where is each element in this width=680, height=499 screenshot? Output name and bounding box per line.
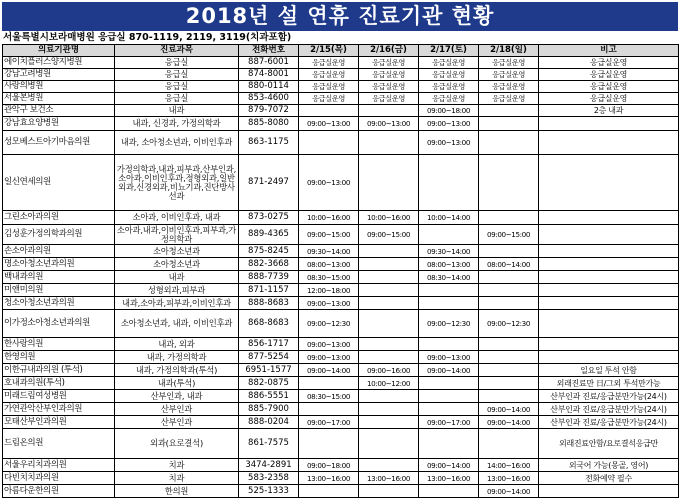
department: 응급실 <box>115 93 239 105</box>
hours-feb17: 09:00~18:00 <box>419 105 479 117</box>
table-row <box>3 429 679 459</box>
hours-feb18: 09:00~12:30 <box>479 310 539 338</box>
header-cell: 비고 <box>539 45 679 57</box>
remarks <box>539 117 679 131</box>
hours-feb16 <box>359 131 419 155</box>
hours-feb17 <box>419 225 479 245</box>
phone-number: 889-4365 <box>239 225 299 245</box>
hours-feb18 <box>479 105 539 117</box>
phone-number: 879-7072 <box>239 105 299 117</box>
hours-feb18 <box>479 297 539 310</box>
hours-feb16 <box>359 429 419 459</box>
hours-feb17 <box>419 485 479 498</box>
phone-number: 525-1333 <box>239 485 299 498</box>
department: 내과, 가정의학과 <box>115 351 239 364</box>
phone-number: 886-5551 <box>239 390 299 403</box>
department: 치과 <box>115 472 239 485</box>
hours-feb16 <box>359 105 419 117</box>
hours-feb17: 응급실운영 <box>419 57 479 69</box>
clinic-name: 이가정소아청소년과의원 <box>3 310 115 338</box>
phone-number: 887-6001 <box>239 57 299 69</box>
hours-feb18 <box>479 364 539 377</box>
hours-feb15: 응급실운영 <box>299 57 359 69</box>
hours-feb17: 응급실운영 <box>419 81 479 93</box>
clinic-name: 강남고려병원 <box>3 69 115 81</box>
phone-number: 874-8001 <box>239 69 299 81</box>
clinic-name: 이한규내과의원 (투석) <box>3 364 115 377</box>
clinic-name: 백내과의원 <box>3 271 115 284</box>
hours-feb17: 09:00~14:00 <box>419 364 479 377</box>
table-row <box>3 105 679 117</box>
phone-number: 856-1717 <box>239 338 299 351</box>
table-row <box>3 485 679 498</box>
department: 응급실 <box>115 57 239 69</box>
table-row <box>3 57 679 69</box>
remarks <box>539 271 679 284</box>
hours-feb15: 09:00~13:00 <box>299 117 359 131</box>
hours-feb15 <box>299 131 359 155</box>
table-row <box>3 459 679 472</box>
hours-feb16 <box>359 245 419 258</box>
hours-feb17 <box>419 429 479 459</box>
hours-feb16 <box>359 351 419 364</box>
phone-number: 885-7900 <box>239 403 299 416</box>
hours-feb17: 08:30~14:00 <box>419 271 479 284</box>
remarks <box>539 310 679 338</box>
clinic-name: 서울우리치과의원 <box>3 459 115 472</box>
hours-feb15: 09:00~13:00 <box>299 297 359 310</box>
clinic-name: 한사랑의원 <box>3 338 115 351</box>
hours-feb16: 13:00~16:00 <box>359 472 419 485</box>
hours-feb16 <box>359 310 419 338</box>
hours-feb15: 08:00~13:00 <box>299 258 359 271</box>
hours-feb15: 09:00~15:00 <box>299 225 359 245</box>
hours-feb18: 응급실운영 <box>479 81 539 93</box>
table-row <box>3 245 679 258</box>
hours-feb18 <box>479 271 539 284</box>
hours-feb17 <box>419 155 479 211</box>
remarks <box>539 155 679 211</box>
phone-number: 583-2358 <box>239 472 299 485</box>
hours-feb16: 09:00~15:00 <box>359 225 419 245</box>
remarks: 산부인과 진료/응급분만가능(24시) <box>539 390 679 403</box>
clinic-name: 김성훈가정의학과의원 <box>3 225 115 245</box>
hours-feb16 <box>359 297 419 310</box>
hours-feb18 <box>479 429 539 459</box>
remarks <box>539 485 679 498</box>
table-row <box>3 338 679 351</box>
table-row <box>3 69 679 81</box>
hours-feb15 <box>299 429 359 459</box>
header-cell: 2/18(일) <box>479 45 539 57</box>
hours-feb18: 응급실운영 <box>479 57 539 69</box>
clinic-name: 다빈치치과의원 <box>3 472 115 485</box>
hours-feb16 <box>359 284 419 297</box>
hours-feb15: 09:00~17:00 <box>299 416 359 429</box>
remarks <box>539 225 679 245</box>
hours-feb18 <box>479 245 539 258</box>
table-row <box>3 93 679 105</box>
hours-feb16: 09:00~13:00 <box>359 117 419 131</box>
phone-number: 880-0114 <box>239 81 299 93</box>
clinic-name: 아름다운한의원 <box>3 485 115 498</box>
department: 응급실 <box>115 69 239 81</box>
department: 내과, 가정의학과(투석) <box>115 364 239 377</box>
department: 외과(요로결석) <box>115 429 239 459</box>
phone-number: 853-4600 <box>239 93 299 105</box>
hours-feb16 <box>359 155 419 211</box>
clinic-name: 가연관악산부인과의원 <box>3 403 115 416</box>
remarks <box>539 131 679 155</box>
table-row <box>3 310 679 338</box>
table-row <box>3 131 679 155</box>
hours-feb15: 10:00~16:00 <box>299 211 359 225</box>
remarks: 응급실운영 <box>539 57 679 69</box>
hours-feb16 <box>359 258 419 271</box>
hours-feb18: 09:00~14:00 <box>479 485 539 498</box>
hours-feb15: 09:00~13:00 <box>299 351 359 364</box>
hours-feb16: 응급실운영 <box>359 81 419 93</box>
hours-feb17: 09:00~13:00 <box>419 351 479 364</box>
hours-feb18 <box>479 338 539 351</box>
department: 내과 <box>115 271 239 284</box>
hours-feb15: 응급실운영 <box>299 81 359 93</box>
clinic-name: 성모베스트아기마음의원 <box>3 131 115 155</box>
phone-number: 871-1157 <box>239 284 299 297</box>
hours-feb15 <box>299 485 359 498</box>
hours-feb16: 09:00~16:00 <box>359 364 419 377</box>
department: 산부인과 <box>115 403 239 416</box>
table-row <box>3 472 679 485</box>
clinic-name: 관악구 보건소 <box>3 105 115 117</box>
hours-feb15: 09:00~12:30 <box>299 310 359 338</box>
header-cell: 의료기관명 <box>3 45 115 57</box>
hours-feb17: 09:00~12:30 <box>419 310 479 338</box>
phone-number: 882-0875 <box>239 377 299 390</box>
emergency-contact: 서울특별시보라매병원 응급실 870-1119, 2119, 3119(치과포함) <box>3 32 292 43</box>
department: 내과, 소아청소년과, 이비인후과 <box>115 131 239 155</box>
remarks <box>539 351 679 364</box>
header-cell: 2/16(금) <box>359 45 419 57</box>
header-cell: 2/15(목) <box>299 45 359 57</box>
hours-feb18 <box>479 377 539 390</box>
clinic-name: 한영의원 <box>3 351 115 364</box>
phone-number: 888-0204 <box>239 416 299 429</box>
hours-feb17: 13:00~16:00 <box>419 472 479 485</box>
table-row <box>3 155 679 211</box>
hours-feb18: 응급실운영 <box>479 69 539 81</box>
hours-feb16 <box>359 271 419 284</box>
phone-number: 888-7739 <box>239 271 299 284</box>
header-cell: 전화번호 <box>239 45 299 57</box>
hours-feb17: 09:00~14:00 <box>419 459 479 472</box>
phone-number: 863-1175 <box>239 131 299 155</box>
phone-number: 877-5254 <box>239 351 299 364</box>
header-row <box>3 45 679 57</box>
hours-feb16: 응급실운영 <box>359 69 419 81</box>
hours-feb18: 응급실운영 <box>479 93 539 105</box>
remarks: 응급실운영 <box>539 81 679 93</box>
hours-feb18: 13:00~16:00 <box>479 472 539 485</box>
hours-feb17 <box>419 403 479 416</box>
hours-feb17: 09:00~17:00 <box>419 416 479 429</box>
phone-number: 888-8683 <box>239 297 299 310</box>
department: 치과 <box>115 459 239 472</box>
phone-number: 868-8683 <box>239 310 299 338</box>
remarks: 외래진료만 日/그외 투석만가능 <box>539 377 679 390</box>
phone-number: 873-0275 <box>239 211 299 225</box>
hours-feb15: 12:00~18:00 <box>299 284 359 297</box>
remarks: 일요일 투석 안함 <box>539 364 679 377</box>
hours-feb18 <box>479 131 539 155</box>
hours-feb18 <box>479 117 539 131</box>
hours-feb17 <box>419 284 479 297</box>
table-row <box>3 351 679 364</box>
hours-feb17 <box>419 390 479 403</box>
remarks: 외국어 가능(몽골, 영어) <box>539 459 679 472</box>
remarks <box>539 211 679 225</box>
phone-number: 882-3668 <box>239 258 299 271</box>
remarks: 전화예약 필수 <box>539 472 679 485</box>
clinic-table <box>2 44 679 498</box>
phone-number: 875-8245 <box>239 245 299 258</box>
remarks: 산부인과 진료/응급분만가능(24시) <box>539 403 679 416</box>
hours-feb15 <box>299 377 359 390</box>
hours-feb15: 09:30~14:00 <box>299 245 359 258</box>
hours-feb16 <box>359 459 419 472</box>
department: 소아청소년과, 내과, 이비인후과 <box>115 310 239 338</box>
hours-feb16: 10:00~16:00 <box>359 211 419 225</box>
hours-feb18: 09:00~14:00 <box>479 403 539 416</box>
department: 내과, 신경과, 가정의학과 <box>115 117 239 131</box>
remarks: 응급실운영 <box>539 69 679 81</box>
table-row <box>3 81 679 93</box>
clinic-name: 강남효요양병원 <box>3 117 115 131</box>
department: 내과(투석) <box>115 377 239 390</box>
hours-feb18 <box>479 390 539 403</box>
clinic-name: 그린소아과의원 <box>3 211 115 225</box>
clinic-name: 모태산부인과의원 <box>3 416 115 429</box>
table-row <box>3 225 679 245</box>
page-title: 2018년 설 연휴 진료기관 현황 <box>2 2 678 31</box>
hours-feb16 <box>359 390 419 403</box>
hours-feb16: 10:00~12:00 <box>359 377 419 390</box>
hours-feb17: 응급실운영 <box>419 69 479 81</box>
department: 가정의학과,내과,피부과,산부인과,소아과,이비인후과,정형외과,일반외과,신경외과,비뇨기과,진단방사선과 <box>115 155 239 211</box>
hours-feb15: 09:00~14:00 <box>299 364 359 377</box>
clinic-name: 미래드림여성병원 <box>3 390 115 403</box>
department: 소아과,내과,이비인후과,피부과,가정의학과 <box>115 225 239 245</box>
hours-feb17: 09:30~14:00 <box>419 245 479 258</box>
table-row <box>3 271 679 284</box>
hours-feb15: 09:00~13:00 <box>299 155 359 211</box>
remarks <box>539 258 679 271</box>
phone-number: 6951-1577 <box>239 364 299 377</box>
hours-feb18: 09:00~14:00 <box>479 416 539 429</box>
hours-feb18 <box>479 351 539 364</box>
hours-feb18 <box>479 284 539 297</box>
table-row <box>3 390 679 403</box>
hours-feb18 <box>479 211 539 225</box>
remarks <box>539 284 679 297</box>
hours-feb15: 09:00~13:00 <box>299 338 359 351</box>
header-cell: 2/17(토) <box>419 45 479 57</box>
table-row <box>3 364 679 377</box>
hours-feb15: 응급실운영 <box>299 69 359 81</box>
department: 내과,소아과,피부과,이비인후과 <box>115 297 239 310</box>
hours-feb17: 09:00~13:00 <box>419 117 479 131</box>
table-row <box>3 416 679 429</box>
hours-feb17: 08:00~13:00 <box>419 258 479 271</box>
hours-feb17 <box>419 297 479 310</box>
hours-feb18: 14:00~16:00 <box>479 459 539 472</box>
department: 내과, 외과 <box>115 338 239 351</box>
clinic-name: 에이치플러스양지병원 <box>3 57 115 69</box>
remarks: 산부인과 진료/응급분만가능(24시) <box>539 416 679 429</box>
phone-number: 3474-2891 <box>239 459 299 472</box>
clinic-name: 호내과의원(투석) <box>3 377 115 390</box>
hours-feb17: 10:00~14:00 <box>419 211 479 225</box>
department: 한의원 <box>115 485 239 498</box>
table-row <box>3 117 679 131</box>
hours-feb18: 09:00~15:00 <box>479 225 539 245</box>
hours-feb18: 08:00~14:00 <box>479 258 539 271</box>
table-row <box>3 258 679 271</box>
clinic-name: 청소아청소년과의원 <box>3 297 115 310</box>
department: 내과 <box>115 105 239 117</box>
department: 소아청소년과 <box>115 258 239 271</box>
remarks <box>539 245 679 258</box>
table-row <box>3 403 679 416</box>
hours-feb15: 13:00~16:00 <box>299 472 359 485</box>
phone-number: 885-8080 <box>239 117 299 131</box>
clinic-name: 드림온의원 <box>3 429 115 459</box>
hours-feb17 <box>419 338 479 351</box>
table-row <box>3 377 679 390</box>
table-row <box>3 297 679 310</box>
remarks <box>539 338 679 351</box>
hours-feb17 <box>419 377 479 390</box>
clinic-name: 손소아과의원 <box>3 245 115 258</box>
hours-feb16 <box>359 485 419 498</box>
hours-feb16 <box>359 338 419 351</box>
remarks: 응급실운영 <box>539 93 679 105</box>
clinic-name: 미앤미의원 <box>3 284 115 297</box>
hours-feb15: 08:30~15:00 <box>299 390 359 403</box>
hours-feb16: 응급실운영 <box>359 57 419 69</box>
department: 응급실 <box>115 81 239 93</box>
clinic-name: 명소아청소년과의원 <box>3 258 115 271</box>
table-row <box>3 284 679 297</box>
clinic-name: 일신연세의원 <box>3 155 115 211</box>
hours-feb15: 08:30~15:00 <box>299 271 359 284</box>
remarks <box>539 297 679 310</box>
table-row <box>3 211 679 225</box>
hours-feb15 <box>299 105 359 117</box>
hours-feb18 <box>479 155 539 211</box>
hours-feb15: 09:00~18:00 <box>299 459 359 472</box>
phone-number: 871-2497 <box>239 155 299 211</box>
clinic-name: 사랑의병원 <box>3 81 115 93</box>
phone-number: 861-7575 <box>239 429 299 459</box>
hours-feb16 <box>359 403 419 416</box>
hours-feb16 <box>359 416 419 429</box>
department: 산부인과, 내과 <box>115 390 239 403</box>
department: 소아청소년과 <box>115 245 239 258</box>
hours-feb15: 응급실운영 <box>299 93 359 105</box>
clinic-name: 서울본병원 <box>3 93 115 105</box>
department: 소아과, 이비인후과, 내과 <box>115 211 239 225</box>
hours-feb15 <box>299 403 359 416</box>
header-cell: 진료과목 <box>115 45 239 57</box>
hours-feb17: 응급실운영 <box>419 93 479 105</box>
hours-feb16: 응급실운영 <box>359 93 419 105</box>
department: 성형외과,피부과 <box>115 284 239 297</box>
remarks: 외래진료안함/요로결석응급만 <box>539 429 679 459</box>
hours-feb17: 09:00~13:00 <box>419 131 479 155</box>
remarks: 2층 내과 <box>539 105 679 117</box>
department: 산부인과 <box>115 416 239 429</box>
